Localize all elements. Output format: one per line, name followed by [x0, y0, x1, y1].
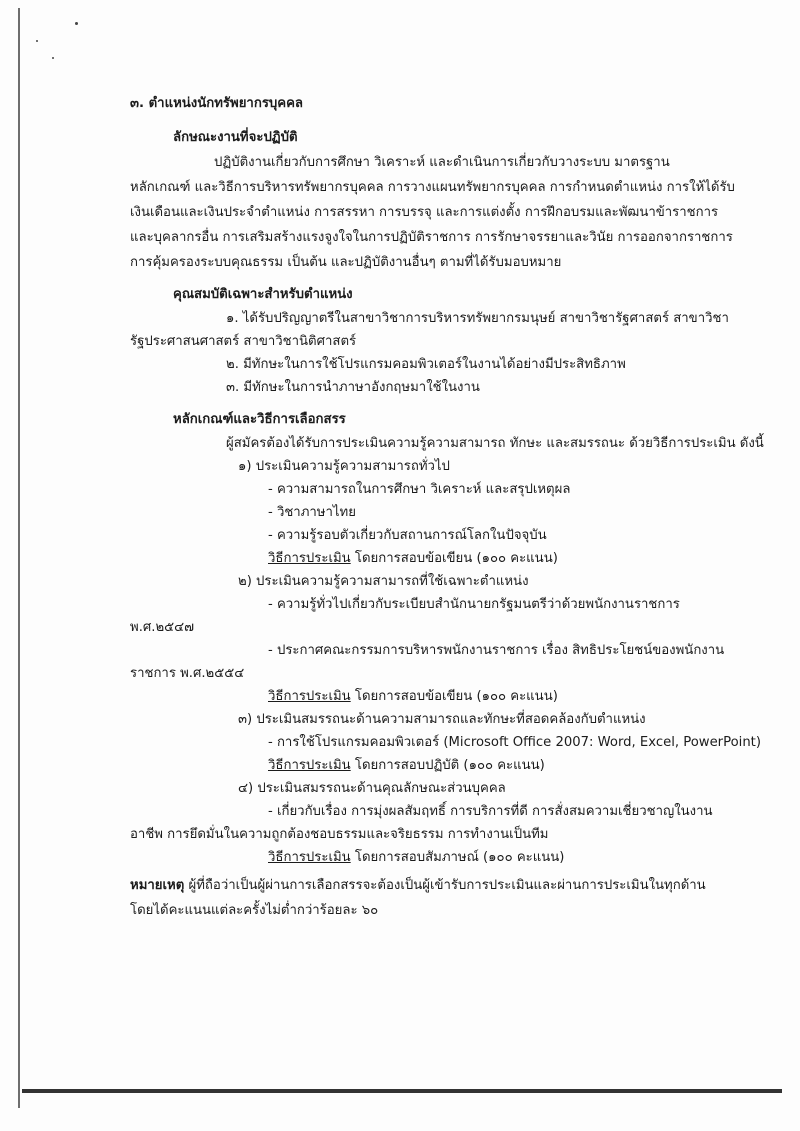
scan-left-edge	[18, 8, 20, 1108]
assessment-item: - วิชาภาษาไทย	[268, 505, 356, 520]
scan-speck	[36, 40, 38, 42]
assessment-item: - ความสามารถในการศึกษา วิเคราะห์ และสรุปเหตุผล	[268, 482, 571, 497]
selection-intro: ผู้สมัครต้องได้รับการประเมินความรู้ความสามารถ ทักษะ และสมรรถนะ ด้วยวิธีการประเมิน ดังนี้	[226, 436, 764, 451]
qualification-item: รัฐประศาสนศาสตร์ สาขาวิชานิติศาสตร์	[130, 334, 357, 349]
scan-speck	[75, 22, 78, 25]
scan-speck	[52, 57, 54, 59]
assessment-title: ๒) ประเมินความรู้ความสามารถที่ใช้เฉพาะตำแหน่ง	[238, 574, 529, 589]
assessment-item-continued: อาชีพ การยึดมั่นในความถูกต้องชอบธรรมและจริยธรรม การทำงานเป็นทีม	[130, 827, 549, 842]
qualification-item: ๓. มีทักษะในการนำภาษาอังกฤษมาใช้ในงาน	[226, 380, 480, 395]
assessment-method	[268, 848, 564, 868]
assessment-title: ๓) ประเมินสมรรถนะด้านความสามารถและทักษะที่สอดคล้องกับตำแหน่ง	[238, 712, 646, 727]
assessment-item: - ประกาศคณะกรรมการบริหารพนักงานราชการ เรื่อง สิทธิประโยชน์ของพนักงาน	[268, 643, 725, 658]
job-nature-line: และบุคลากรอื่น การเสริมสร้างแรงจูงใจในการปฏิบัติราชการ การรักษาจรรยาและวินัย การออกจากราชการ	[130, 230, 733, 245]
assessment-item-continued: พ.ศ.๒๕๔๗	[130, 620, 195, 635]
qualification-item: ๒. มีทักษะในการใช้โปรแกรมคอมพิวเตอร์ในงานได้อย่างมีประสิทธิภาพ	[226, 357, 626, 372]
job-nature-heading: ลักษณะงานที่จะปฏิบัติ	[173, 130, 298, 145]
assessment-method	[268, 687, 558, 707]
assessment-method	[268, 549, 558, 569]
assessment-item-continued: ราชการ พ.ศ.๒๕๕๔	[130, 666, 245, 681]
method-text: โดยการสอบข้อเขียน (๑๐๐ คะแนน)	[354, 689, 558, 704]
assessment-method	[268, 756, 545, 776]
method-label: วิธีการประเมิน	[268, 551, 351, 566]
assessment-title: ๑) ประเมินความรู้ความสามารถทั่วไป	[238, 459, 450, 474]
selection-heading: หลักเกณฑ์และวิธีการเลือกสรร	[173, 412, 346, 427]
job-nature-line: หลักเกณฑ์ และวิธีการบริหารทรัพยากรบุคคล การวางแผนทรัพยากรบุคคล การกำหนดตำแหน่ง การให้ได้รับ	[130, 180, 735, 195]
assessment-item: - ความรู้รอบตัวเกี่ยวกับสถานการณ์โลกในปัจจุบัน	[268, 528, 547, 543]
job-nature-line: การคุ้มครองระบบคุณธรรม เป็นต้น และปฏิบัติงานอื่นๆ ตามที่ได้รับมอบหมาย	[130, 255, 562, 270]
bottom-rule	[22, 1089, 782, 1093]
method-label: วิธีการประเมิน	[268, 689, 351, 704]
section-heading: ๓. ตำแหน่งนักทรัพยากรบุคคล	[130, 96, 303, 111]
note-text: ผู้ที่ถือว่าเป็นผู้ผ่านการเลือกสรรจะต้องเป็นผู้เข้ารับการประเมินและผ่านการประเมินในทุกด้าน	[188, 878, 706, 893]
assessment-item: - ความรู้ทั่วไปเกี่ยวกับระเบียบสำนักนายกรัฐมนตรีว่าด้วยพนักงานราชการ	[268, 597, 680, 612]
method-text: โดยการสอบข้อเขียน (๑๐๐ คะแนน)	[354, 551, 558, 566]
note-line-continued: โดยได้คะแนนแต่ละครั้งไม่ต่ำกว่าร้อยละ ๖๐	[130, 903, 379, 918]
method-text: โดยการสอบปฏิบัติ (๑๐๐ คะแนน)	[354, 758, 545, 773]
assessment-item: - การใช้โปรแกรมคอมพิวเตอร์ (Microsoft Office 2007: Word, Excel, PowerPoint)	[268, 735, 761, 750]
note-label: หมายเหตุ	[130, 878, 185, 893]
note-line	[130, 876, 706, 896]
job-nature-line: เงินเดือนและเงินประจำตำแหน่ง การสรรหา การบรรจุ และการแต่งตั้ง การฝึกอบรมและพัฒนาข้าราชการ	[130, 205, 719, 220]
job-nature-line: ปฏิบัติงานเกี่ยวกับการศึกษา วิเคราะห์ และดำเนินการเกี่ยวกับวางระบบ มาตรฐาน	[214, 155, 670, 170]
method-label: วิธีการประเมิน	[268, 758, 351, 773]
qualifications-heading: คุณสมบัติเฉพาะสำหรับตำแหน่ง	[173, 287, 353, 302]
method-label: วิธีการประเมิน	[268, 850, 351, 865]
qualification-item: ๑. ได้รับปริญญาตรีในสาขาวิชาการบริหารทรัพยากรมนุษย์ สาขาวิชารัฐศาสตร์ สาขาวิชา	[226, 311, 729, 326]
assessment-item: - เกี่ยวกับเรื่อง การมุ่งผลสัมฤทธิ์ การบริการที่ดี การสั่งสมความเชี่ยวชาญในงาน	[268, 804, 713, 819]
assessment-title: ๔) ประเมินสมรรถนะด้านคุณลักษณะส่วนบุคคล	[238, 781, 506, 796]
method-text: โดยการสอบสัมภาษณ์ (๑๐๐ คะแนน)	[354, 850, 565, 865]
